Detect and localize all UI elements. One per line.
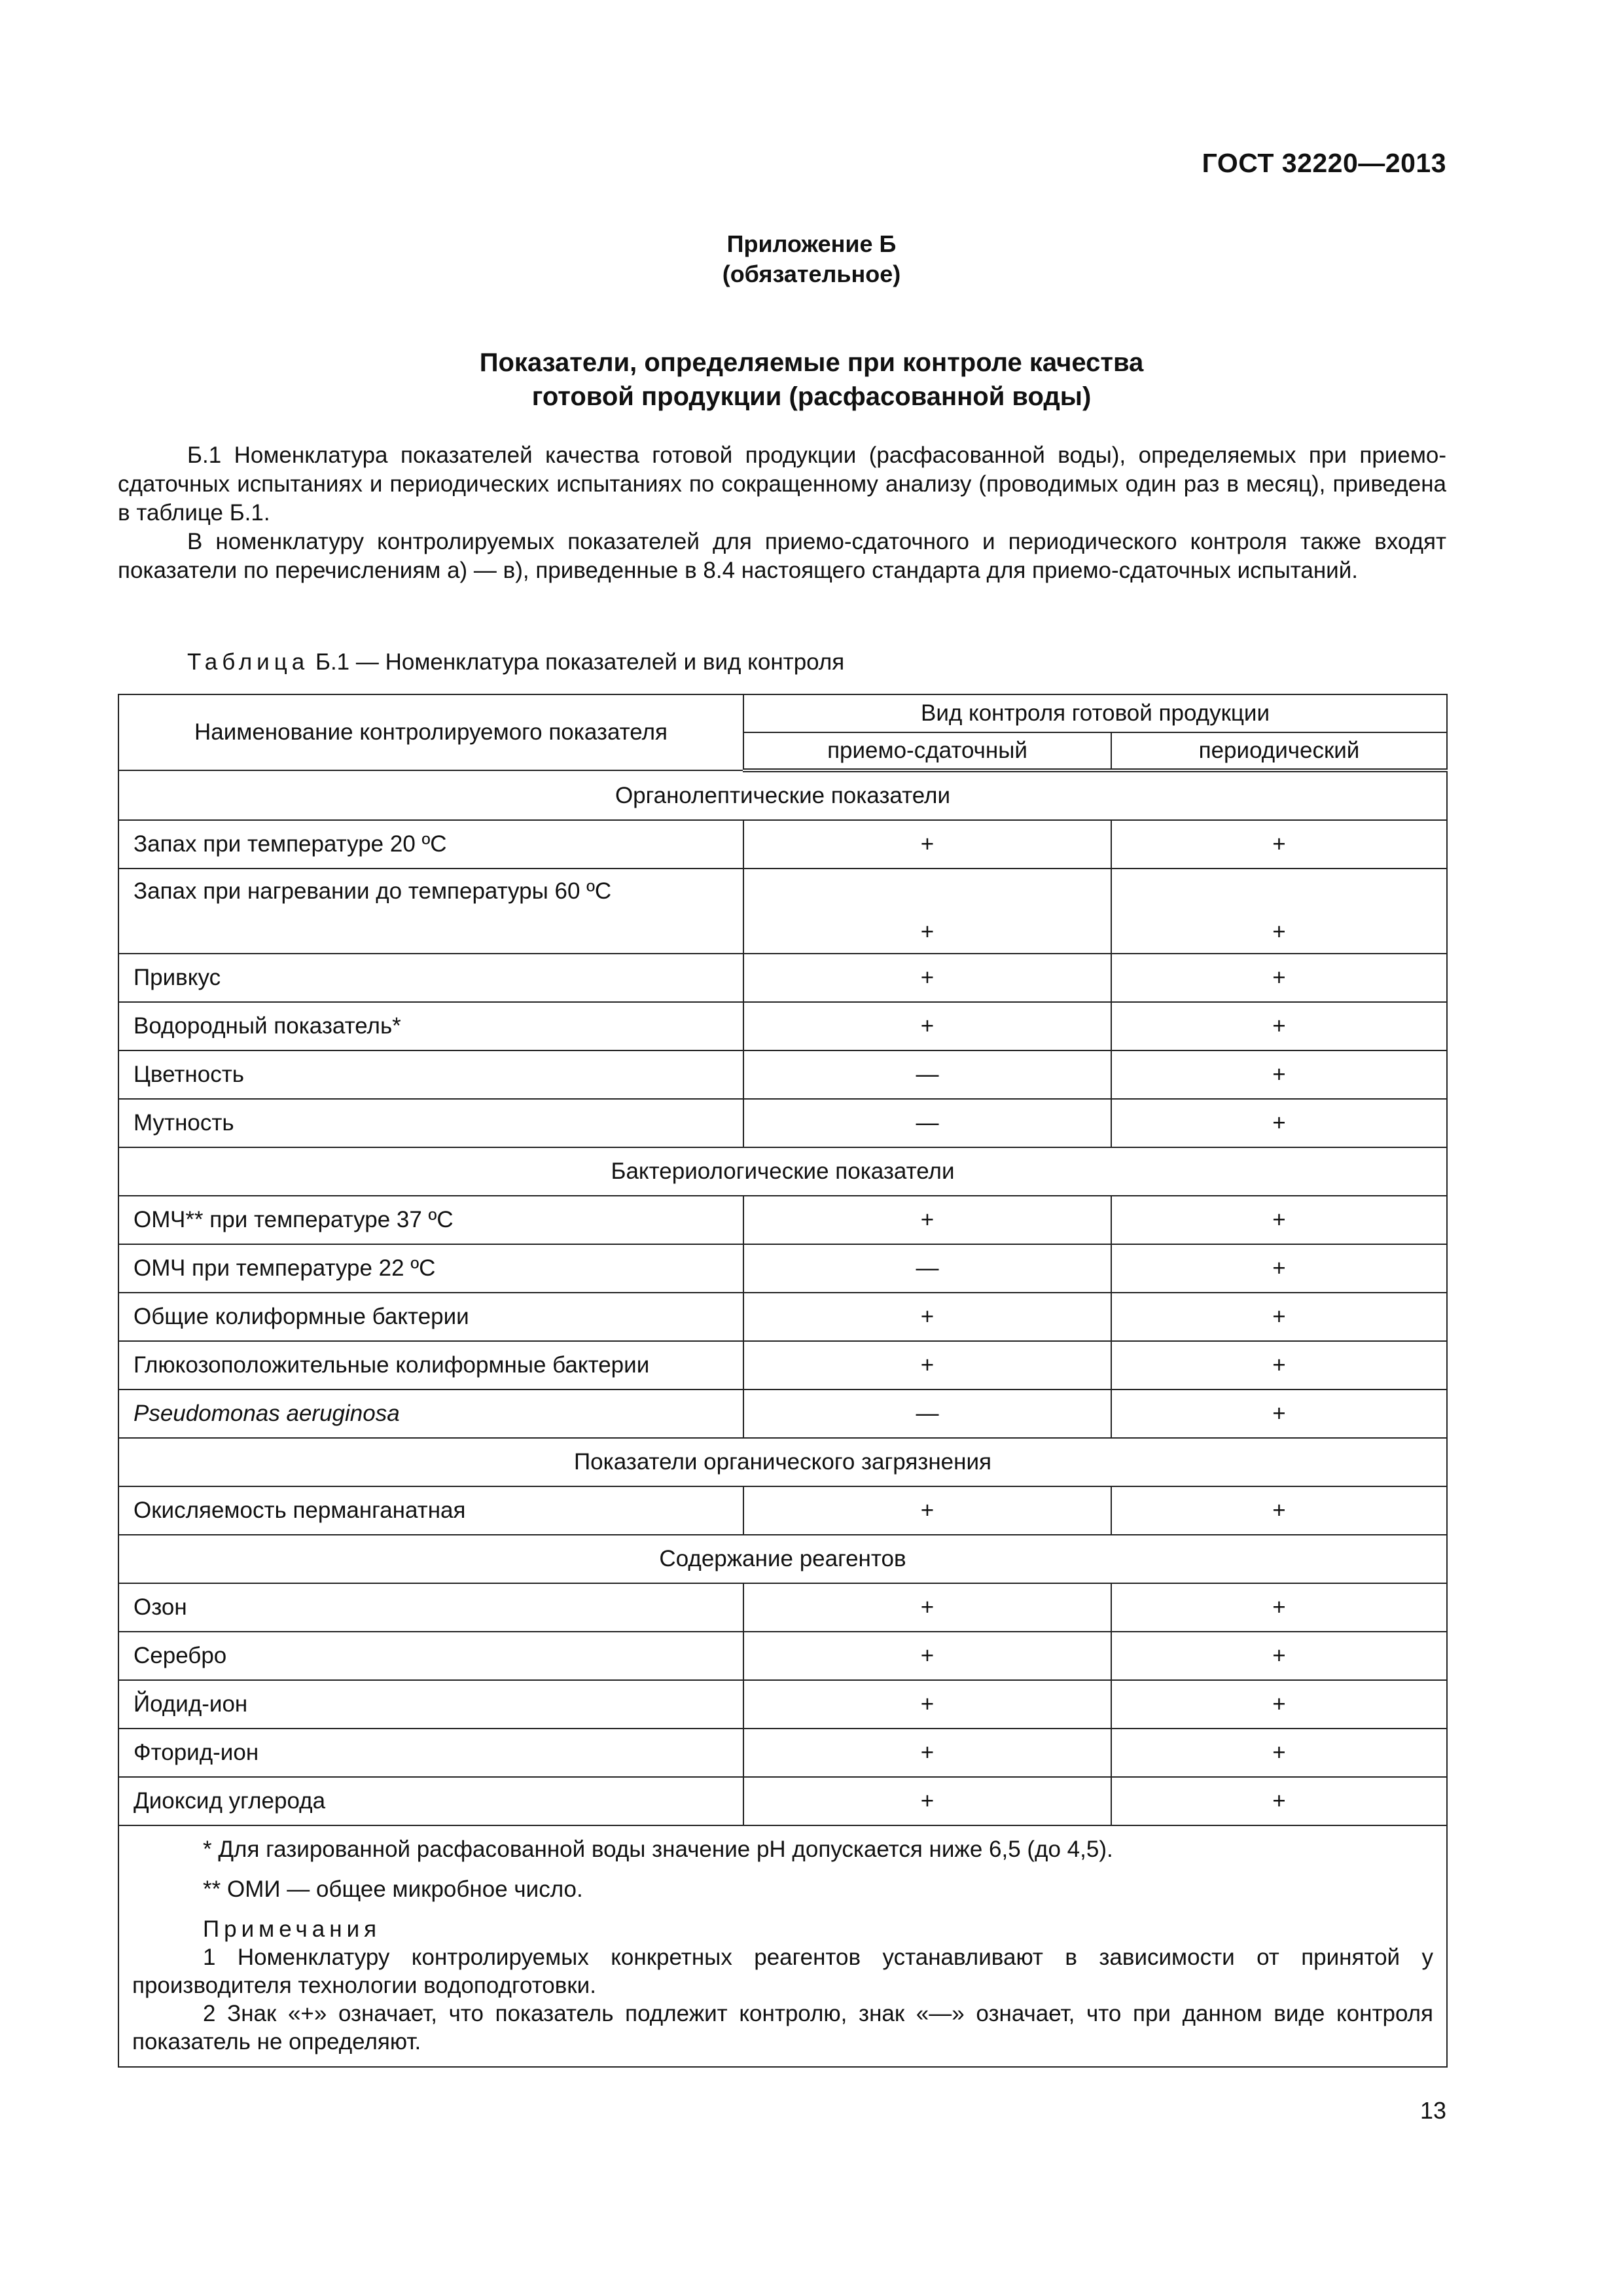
indicator-name-text: Запах при температуре 20 ºС xyxy=(134,831,447,857)
acceptance-mark: + xyxy=(743,954,1111,1002)
header-indicator-name: Наименование контролируемого показателя xyxy=(118,694,743,770)
indicator-name xyxy=(118,954,743,1002)
table-notes xyxy=(118,1825,1447,2067)
acceptance-mark: + xyxy=(743,1341,1111,1390)
section-row xyxy=(118,1535,1447,1583)
table-row xyxy=(118,1002,1447,1050)
periodic-mark: + xyxy=(1111,1777,1447,1825)
table-row xyxy=(118,869,1447,954)
indicator-name-text: Серебро xyxy=(134,1643,227,1668)
section-row xyxy=(118,1147,1447,1196)
periodic-mark: + xyxy=(1111,1729,1447,1777)
title-line-2: готовой продукции (расфасованной воды) xyxy=(531,382,1092,411)
note: 1 Номенклатуру контролируемых конкретных реагентов устанавливают в зависимости от принятой у производителя технологии водоподготовки. xyxy=(132,1945,1434,1998)
notes-row xyxy=(118,1825,1447,2067)
header-control-type: Вид контроля готовой продукции xyxy=(743,694,1447,732)
footnote: * Для газированной расфасованной воды значение рН допускается ниже 6,5 (до 4,5). xyxy=(203,1837,1113,1862)
section-title: Содержание реагентов xyxy=(118,1535,1447,1583)
acceptance-mark: + xyxy=(743,1583,1111,1632)
acceptance-mark: + xyxy=(743,820,1111,869)
indicator-name xyxy=(118,1244,743,1293)
indicator-name xyxy=(118,1390,743,1438)
acceptance-mark: — xyxy=(743,1099,1111,1147)
appendix-title xyxy=(0,346,1623,414)
paragraph-nomenclature: В номенклатуру контролируемых показателей для приемо-сдаточного и периодического контроля также входят показатели по перечислениям а) — в), приведенные в 8.4 настоящего стандарта для приемо-сдаточных испытаний. xyxy=(118,529,1446,583)
periodic-mark: + xyxy=(1111,1050,1447,1099)
table-row xyxy=(118,954,1447,1002)
indicator-name xyxy=(118,1050,743,1099)
indicator-name xyxy=(118,1729,743,1777)
indicator-name-text: ОМЧ при температуре 22 ºС xyxy=(134,1255,436,1281)
periodic-mark: + xyxy=(1111,820,1447,869)
indicator-name-text: Фторид-ион xyxy=(134,1740,259,1765)
periodic-mark: + xyxy=(1111,1244,1447,1293)
indicator-name-text: Общие колиформные бактерии xyxy=(134,1304,469,1329)
table-row xyxy=(118,1632,1447,1680)
page-number: 13 xyxy=(1419,2097,1446,2124)
periodic-mark: + xyxy=(1111,1099,1447,1147)
indicator-name xyxy=(118,869,743,954)
indicator-name xyxy=(118,1099,743,1147)
indicator-name-text: Окисляемость перманганатная xyxy=(134,1498,466,1523)
periodic-mark: + xyxy=(1111,1390,1447,1438)
acceptance-mark: + xyxy=(743,1729,1111,1777)
body-text xyxy=(118,441,1446,585)
header-periodic: периодический xyxy=(1111,732,1447,770)
indicator-name-text: Привкус xyxy=(134,965,221,990)
acceptance-mark: — xyxy=(743,1390,1111,1438)
acceptance-mark: + xyxy=(743,1196,1111,1244)
acceptance-mark: + xyxy=(743,1002,1111,1050)
indicators-table xyxy=(118,694,1448,2068)
acceptance-mark: + xyxy=(743,1777,1111,1825)
indicator-name xyxy=(118,1002,743,1050)
indicator-name-text: Озон xyxy=(134,1594,187,1620)
table-row xyxy=(118,1050,1447,1099)
section-row xyxy=(118,1438,1447,1486)
table-row xyxy=(118,1293,1447,1341)
title-line-1: Показатели, определяемые при контроле качества xyxy=(479,348,1144,377)
section-title: Показатели органического загрязнения xyxy=(118,1438,1447,1486)
notes-heading: Примечания xyxy=(203,1916,382,1942)
header-acceptance: приемо-сдаточный xyxy=(743,732,1111,770)
appendix-status: (обязательное) xyxy=(722,260,901,287)
periodic-mark: + xyxy=(1111,1680,1447,1729)
section-title: Органолептические показатели xyxy=(118,770,1447,820)
indicator-name-text: Водородный показатель* xyxy=(134,1013,401,1039)
indicator-name-text: Цветность xyxy=(134,1062,244,1087)
acceptance-mark: + xyxy=(743,1632,1111,1680)
indicator-name xyxy=(118,1632,743,1680)
indicator-name-text: Pseudomonas aeruginosa xyxy=(134,1401,400,1426)
table-row xyxy=(118,1680,1447,1729)
table-row xyxy=(118,1486,1447,1535)
section-row xyxy=(118,770,1447,820)
table-row xyxy=(118,1196,1447,1244)
indicator-name xyxy=(118,1486,743,1535)
periodic-mark: + xyxy=(1111,1196,1447,1244)
standard-code: ГОСТ 32220—2013 xyxy=(1202,148,1446,178)
acceptance-mark: + xyxy=(743,1486,1111,1535)
periodic-mark: + xyxy=(1111,869,1447,954)
paragraph-b1: Б.1 Номенклатура показателей качества готовой продукции (расфасованной воды), определяемых при приемо-сдаточных испытаниях и периодических испытаниях по сокращенному анализу (проводимых один раз в месяц), приведена в таблице Б.1. xyxy=(118,442,1446,526)
indicator-name xyxy=(118,1777,743,1825)
periodic-mark: + xyxy=(1111,1341,1447,1390)
table-row xyxy=(118,1390,1447,1438)
table-row xyxy=(118,1341,1447,1390)
indicator-name xyxy=(118,1680,743,1729)
indicator-name xyxy=(118,1196,743,1244)
indicator-name xyxy=(118,820,743,869)
table-row xyxy=(118,1729,1447,1777)
periodic-mark: + xyxy=(1111,1002,1447,1050)
appendix-heading xyxy=(0,229,1623,289)
indicator-name-text: Йодид-ион xyxy=(134,1691,248,1717)
table-caption-label: Таблица xyxy=(187,649,310,675)
table-row xyxy=(118,1099,1447,1147)
acceptance-mark: + xyxy=(743,1680,1111,1729)
periodic-mark: + xyxy=(1111,1632,1447,1680)
indicator-name-text: Глюкозоположительные колиформные бактерии xyxy=(134,1352,650,1378)
indicator-name xyxy=(118,1583,743,1632)
periodic-mark: + xyxy=(1111,1583,1447,1632)
table-caption-text: Б.1 — Номенклатура показателей и вид контроля xyxy=(315,649,845,675)
indicator-name xyxy=(118,1293,743,1341)
acceptance-mark: — xyxy=(743,1050,1111,1099)
table-row xyxy=(118,1777,1447,1825)
section-title: Бактериологические показатели xyxy=(118,1147,1447,1196)
table-caption xyxy=(187,649,844,675)
table-row xyxy=(118,1583,1447,1632)
periodic-mark: + xyxy=(1111,1486,1447,1535)
table-row xyxy=(118,1244,1447,1293)
indicator-name-text: Мутность xyxy=(134,1110,234,1136)
appendix-label: Приложение Б xyxy=(726,230,897,257)
note: 2 Знак «+» означает, что показатель подлежит контролю, знак «—» означает, что при данном виде контроля показатель не определяют. xyxy=(132,2001,1434,2054)
acceptance-mark: — xyxy=(743,1244,1111,1293)
acceptance-mark: + xyxy=(743,869,1111,954)
indicator-name-text: ОМЧ** при температуре 37 ºС xyxy=(134,1207,454,1232)
indicator-name xyxy=(118,1341,743,1390)
acceptance-mark: + xyxy=(743,1293,1111,1341)
table-row xyxy=(118,820,1447,869)
indicator-name-text: Запах при нагревании до температуры 60 ºС xyxy=(134,878,612,904)
periodic-mark: + xyxy=(1111,1293,1447,1341)
indicator-name-text: Диоксид углерода xyxy=(134,1788,326,1814)
table-header-row xyxy=(118,694,1447,732)
periodic-mark: + xyxy=(1111,954,1447,1002)
footnote: ** ОМИ — общее микробное число. xyxy=(203,1876,583,1902)
